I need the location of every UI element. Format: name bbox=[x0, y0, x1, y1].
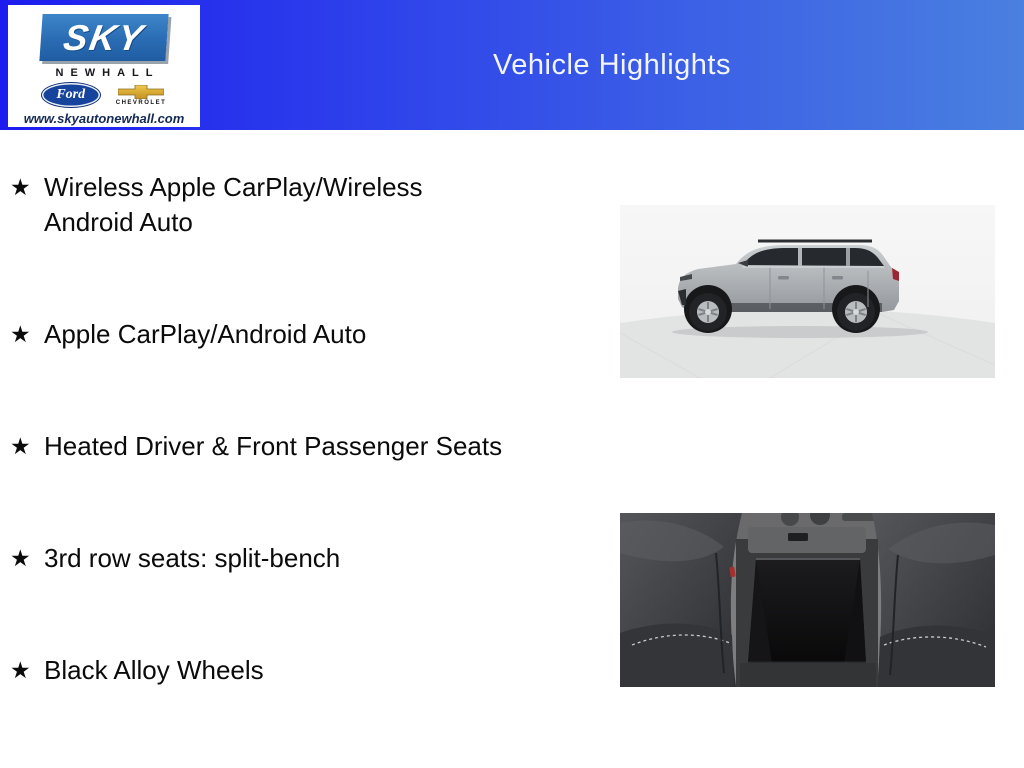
highlight-item bbox=[10, 317, 504, 352]
sky-logo bbox=[39, 14, 168, 61]
dealer-location-label: NEWHALL bbox=[55, 67, 160, 79]
dash-button-bank bbox=[842, 513, 876, 521]
star-bullet-icon: ★ bbox=[10, 321, 31, 347]
star-bullet-icon: ★ bbox=[10, 174, 31, 200]
right-seat bbox=[872, 513, 995, 687]
c-pillar bbox=[846, 248, 850, 266]
studio-floor bbox=[620, 309, 995, 378]
star-bullet-icon: ★ bbox=[10, 545, 31, 571]
highlight-text: Wireless Apple CarPlay/Wireless Android Auto bbox=[44, 172, 423, 237]
dealer-website: www.skyautonewhall.com bbox=[23, 111, 185, 126]
star-bullet-icon: ★ bbox=[10, 657, 31, 683]
highlight-item bbox=[10, 429, 504, 464]
dealer-logo bbox=[8, 5, 200, 127]
ford-logo-text: Ford bbox=[56, 86, 86, 102]
highlight-item bbox=[10, 170, 504, 240]
page-title: Vehicle Highlights bbox=[493, 48, 731, 81]
left-seat bbox=[620, 513, 742, 687]
vehicle-exterior-photo bbox=[620, 205, 995, 378]
ford-logo-icon bbox=[42, 83, 100, 107]
b-pillar bbox=[798, 248, 802, 266]
console-interior-photo bbox=[620, 513, 995, 687]
front-wheel bbox=[689, 293, 727, 331]
highlight-item bbox=[10, 653, 504, 688]
header-bar bbox=[0, 0, 1024, 130]
console-base bbox=[740, 663, 876, 687]
brand-logos-row bbox=[8, 82, 200, 108]
suv-windows bbox=[743, 248, 884, 266]
center-console bbox=[736, 527, 878, 687]
highlight-text: 3rd row seats: split-bench bbox=[44, 543, 341, 573]
highlight-text: Apple CarPlay/Android Auto bbox=[44, 319, 367, 349]
highlight-text: Heated Driver & Front Passenger Seats bbox=[44, 431, 503, 461]
rear-door-handle bbox=[832, 276, 843, 280]
lid-latch bbox=[788, 533, 808, 541]
sky-logo-text: SKY bbox=[60, 16, 148, 58]
rear-wheel bbox=[837, 293, 875, 331]
chevrolet-bowtie-icon bbox=[118, 85, 164, 99]
chevrolet-logo-text: CHEVROLET bbox=[115, 99, 167, 106]
front-door-handle bbox=[778, 276, 789, 280]
highlights-list bbox=[10, 170, 520, 765]
chevrolet-logo-icon bbox=[116, 85, 167, 106]
highlight-text: Black Alloy Wheels bbox=[44, 655, 264, 685]
highlight-item bbox=[10, 541, 504, 576]
star-bullet-icon: ★ bbox=[10, 433, 31, 459]
